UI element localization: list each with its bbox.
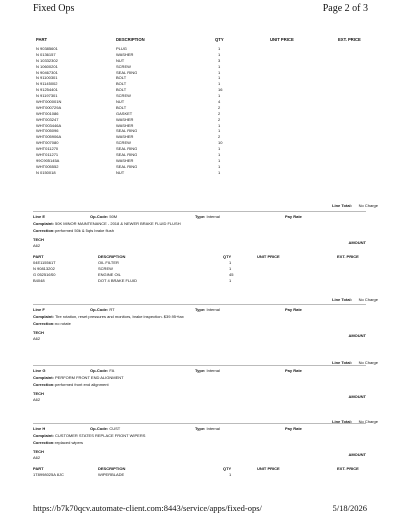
type-value: Internal — [206, 307, 220, 312]
part-number: WHT000729A — [36, 104, 62, 110]
type-label: Type: — [195, 426, 206, 431]
col-part: PART — [33, 466, 44, 471]
line-type — [195, 426, 220, 431]
complaint-row — [33, 314, 184, 319]
op-code-value: CUST — [109, 426, 121, 431]
part-number: WHT005552 — [36, 163, 59, 169]
complaint-text: CUSTOMER STATES REPLACE FRONT WIPERS — [55, 433, 146, 438]
col-ext-price: EXT. PRICE — [338, 37, 361, 42]
op-code-label: Op-Code: — [90, 368, 109, 373]
part-description: OIL FILTER — [98, 260, 119, 265]
divider — [33, 211, 366, 212]
part-qty: 1 — [229, 260, 232, 265]
type-label: Type: — [195, 307, 206, 312]
part-number: N 0136157 — [36, 51, 56, 57]
correction-text: performed front end alignment — [55, 382, 109, 387]
repair-line — [33, 211, 366, 297]
line-type — [195, 307, 220, 312]
table-row — [0, 170, 400, 176]
line-type — [195, 214, 220, 219]
part-qty: 1 — [218, 63, 221, 69]
line-total-value: No Charge — [358, 360, 378, 365]
complaint-text: PERFORM FRONT END ALIGNMENT — [55, 375, 124, 380]
parts-list — [0, 46, 400, 176]
line-total-value: No Charge — [358, 297, 378, 302]
complaint-label: Complaint: — [33, 375, 54, 380]
col-part: PART — [33, 254, 44, 259]
op-code — [90, 368, 114, 373]
pay-rate-label: Pay Rate — [285, 368, 302, 373]
line-total-value: No Charge — [358, 203, 378, 208]
type-label: Type: — [195, 214, 206, 219]
part-description: WASHER — [116, 116, 134, 122]
part-number: N 90467301 — [36, 69, 58, 75]
complaint-text: 50K MINOR MAINTENANCE - 2018 & NEWER BRAKE FLUID FLUSH — [55, 221, 181, 226]
part-qty: 1 — [218, 75, 221, 81]
col-qty: QTY — [223, 254, 232, 259]
part-qty: 1 — [218, 46, 221, 51]
part-number: B4048 — [33, 278, 45, 283]
part-description: BOLT — [116, 87, 127, 93]
complaint-label: Complaint: — [33, 221, 54, 226]
part-number: N 10332302 — [36, 57, 58, 63]
op-code-label: Op-Code: — [90, 426, 109, 431]
part-qty: 4 — [218, 99, 221, 105]
line-id: Line F — [33, 307, 45, 312]
part-number: N 91145002 — [36, 81, 58, 87]
part-qty: 1 — [218, 93, 221, 99]
divider — [33, 365, 366, 366]
part-number: N 90385601 — [36, 46, 58, 51]
op-code-value: 50M — [109, 214, 118, 219]
correction-text: performed 50k & 5qts brake flush — [55, 228, 114, 233]
part-description: NUT — [116, 99, 125, 105]
part-description: WASHER — [116, 51, 134, 57]
part-qty: 2 — [218, 116, 221, 122]
part-description: SCREW — [116, 140, 131, 146]
tech-value: A62 — [33, 243, 41, 248]
correction-text: replaced wipers — [55, 440, 84, 445]
complaint-label: Complaint: — [33, 314, 54, 319]
pay-rate-label: Pay Rate — [285, 307, 302, 312]
col-description: DESCRIPTION — [98, 466, 126, 471]
part-qty: 10 — [218, 140, 223, 146]
part-qty: 2 — [218, 110, 221, 116]
parts-column-headers — [0, 37, 400, 45]
part-description: ENGINE OIL — [98, 272, 121, 277]
tech-label: TECH — [33, 391, 44, 396]
part-qty: 1 — [218, 146, 221, 152]
amount-label: AMOUNT — [348, 240, 366, 245]
pay-rate-label: Pay Rate — [285, 426, 302, 431]
type-value: Internal — [206, 426, 220, 431]
part-number: N 91254401 — [36, 87, 58, 93]
line-total-label: Line Total: — [332, 297, 352, 302]
part-qty: 1 — [218, 152, 221, 158]
tech-label: TECH — [33, 330, 44, 335]
part-number: N 91100301 — [36, 75, 58, 81]
divider — [33, 304, 366, 305]
correction-row — [33, 440, 83, 445]
part-qty: 2 — [218, 134, 221, 140]
part-description: SCREW — [116, 63, 131, 69]
repair-line — [33, 304, 366, 360]
part-number: WHT011271 — [36, 152, 59, 158]
part-description: SCREW — [98, 266, 113, 271]
col-part: PART — [36, 37, 48, 42]
tech-value: A62 — [33, 336, 41, 341]
part-description: NUT — [116, 57, 125, 63]
part-description: WIPERBLADE — [98, 472, 125, 477]
line-id: Line H — [33, 426, 46, 431]
part-number: 04E115561T — [33, 260, 56, 265]
complaint-row — [33, 433, 145, 438]
part-qty: 45 — [229, 272, 234, 277]
col-unit-price: UNIT PRICE — [257, 254, 280, 259]
part-qty: 1 — [218, 163, 221, 169]
op-code — [90, 214, 117, 219]
part-qty: 1 — [218, 128, 221, 134]
line-total-label: Line Total: — [332, 203, 352, 208]
divider — [33, 423, 366, 424]
correction-label: Correction: — [33, 382, 55, 387]
part-description: BOLT — [116, 75, 127, 81]
part-number: N 10600201 — [36, 63, 58, 69]
part-description: SEAL RING — [116, 152, 138, 158]
part-description: SEAL RING — [116, 128, 138, 134]
line-total-label: Line Total: — [332, 360, 352, 365]
line-id: Line E — [33, 214, 46, 219]
col-unit-price: UNIT PRICE — [270, 37, 294, 42]
pay-rate-label: Pay Rate — [285, 214, 302, 219]
complaint-row — [33, 221, 181, 226]
part-number: 1T8998025A 8JC — [33, 472, 64, 477]
part-number: WHT007080 — [36, 140, 59, 146]
part-number: WHT005906A — [36, 134, 62, 140]
line-id: Line G — [33, 368, 46, 373]
part-description: WASHER — [116, 157, 134, 163]
part-qty: 1 — [218, 81, 221, 87]
part-number: N 0150018 — [36, 169, 56, 175]
line-total-value: No Charge — [358, 419, 378, 424]
correction-row — [33, 228, 114, 233]
complaint-label: Complaint: — [33, 433, 54, 438]
part-number: N 90813202 — [33, 266, 55, 271]
page-number: Page 2 of 3 — [322, 3, 368, 14]
col-description: DESCRIPTION — [116, 37, 145, 42]
part-description: BOLT — [116, 104, 127, 110]
part-qty: 1 — [229, 472, 232, 477]
part-number: N 91197301 — [36, 93, 58, 99]
correction-label: Correction: — [33, 228, 55, 233]
part-number: WHT003446A — [36, 122, 62, 128]
amount-label: AMOUNT — [348, 333, 366, 338]
part-number: 99C905145A — [36, 157, 60, 163]
part-description: SEAL RING — [116, 163, 138, 169]
part-description: SEAL RING — [116, 146, 138, 152]
part-description: DOT 4 BRAKE FLUID — [98, 278, 138, 283]
tech-label: TECH — [33, 237, 44, 242]
repair-line — [33, 365, 366, 419]
footer-date: 5/18/2026 — [332, 503, 367, 513]
part-description: SCREW — [116, 93, 131, 99]
complaint-row — [33, 375, 124, 380]
correction-row — [33, 321, 71, 326]
footer-url[interactable]: https://b7k70qcv.automate-client.com:8443/service/apps/fixed-ops/ — [33, 503, 262, 513]
line-type — [195, 368, 220, 373]
part-qty: 3 — [218, 57, 221, 63]
part-qty: 1 — [218, 157, 221, 163]
part-qty: 1 — [229, 278, 232, 283]
page-title: Fixed Ops — [33, 3, 75, 14]
col-qty: QTY — [223, 466, 232, 471]
op-code-label: Op-Code: — [90, 307, 109, 312]
correction-label: Correction: — [33, 440, 55, 445]
col-qty: QTY — [215, 37, 224, 42]
col-unit-price: UNIT PRICE — [257, 466, 280, 471]
complaint-text: Tire rotation, reset pressures and monitors, brake inspection. $39.95+tax — [55, 314, 184, 319]
part-qty: 1 — [218, 122, 221, 128]
op-code-value: FA — [109, 368, 115, 373]
col-ext-price: EXT. PRICE — [337, 254, 359, 259]
part-description: SEAL RING — [116, 69, 138, 75]
type-label: Type: — [195, 368, 206, 373]
part-qty: 1 — [229, 266, 232, 271]
type-value: Internal — [206, 368, 220, 373]
part-number: WHT011270 — [36, 146, 59, 152]
part-description: WASHER — [116, 122, 134, 128]
amount-label: AMOUNT — [348, 394, 366, 399]
tech-value: A62 — [33, 397, 41, 402]
part-number: WHT001086 — [36, 110, 59, 116]
correction-text: no rotate — [55, 321, 71, 326]
part-description: NUT — [116, 169, 125, 175]
op-code — [90, 307, 115, 312]
part-number: G 052516S0 — [33, 272, 56, 277]
part-number: WHT003247 — [36, 116, 59, 122]
tech-label: TECH — [33, 449, 44, 454]
part-number: WHT000001N — [36, 99, 62, 105]
part-qty: 1 — [218, 169, 221, 175]
op-code-label: Op-Code: — [90, 214, 109, 219]
correction-label: Correction: — [33, 321, 55, 326]
part-description: BOLT — [116, 81, 127, 87]
part-qty: 2 — [218, 104, 221, 110]
part-qty: 16 — [218, 87, 223, 93]
part-description: PLUG — [116, 46, 127, 51]
part-number: WHT005096 — [36, 128, 59, 134]
correction-row — [33, 382, 109, 387]
repair-line — [33, 423, 366, 483]
amount-label: AMOUNT — [348, 452, 366, 457]
part-qty: 1 — [218, 69, 221, 75]
col-ext-price: EXT. PRICE — [337, 466, 359, 471]
tech-value: A62 — [33, 455, 41, 460]
line-total-label: Line Total: — [332, 419, 352, 424]
part-description: WASHER — [116, 134, 134, 140]
part-qty: 1 — [218, 51, 221, 57]
op-code-value: RT — [109, 307, 115, 312]
op-code — [90, 426, 120, 431]
col-description: DESCRIPTION — [98, 254, 126, 259]
part-description: GASKET — [116, 110, 133, 116]
type-value: Internal — [206, 214, 220, 219]
